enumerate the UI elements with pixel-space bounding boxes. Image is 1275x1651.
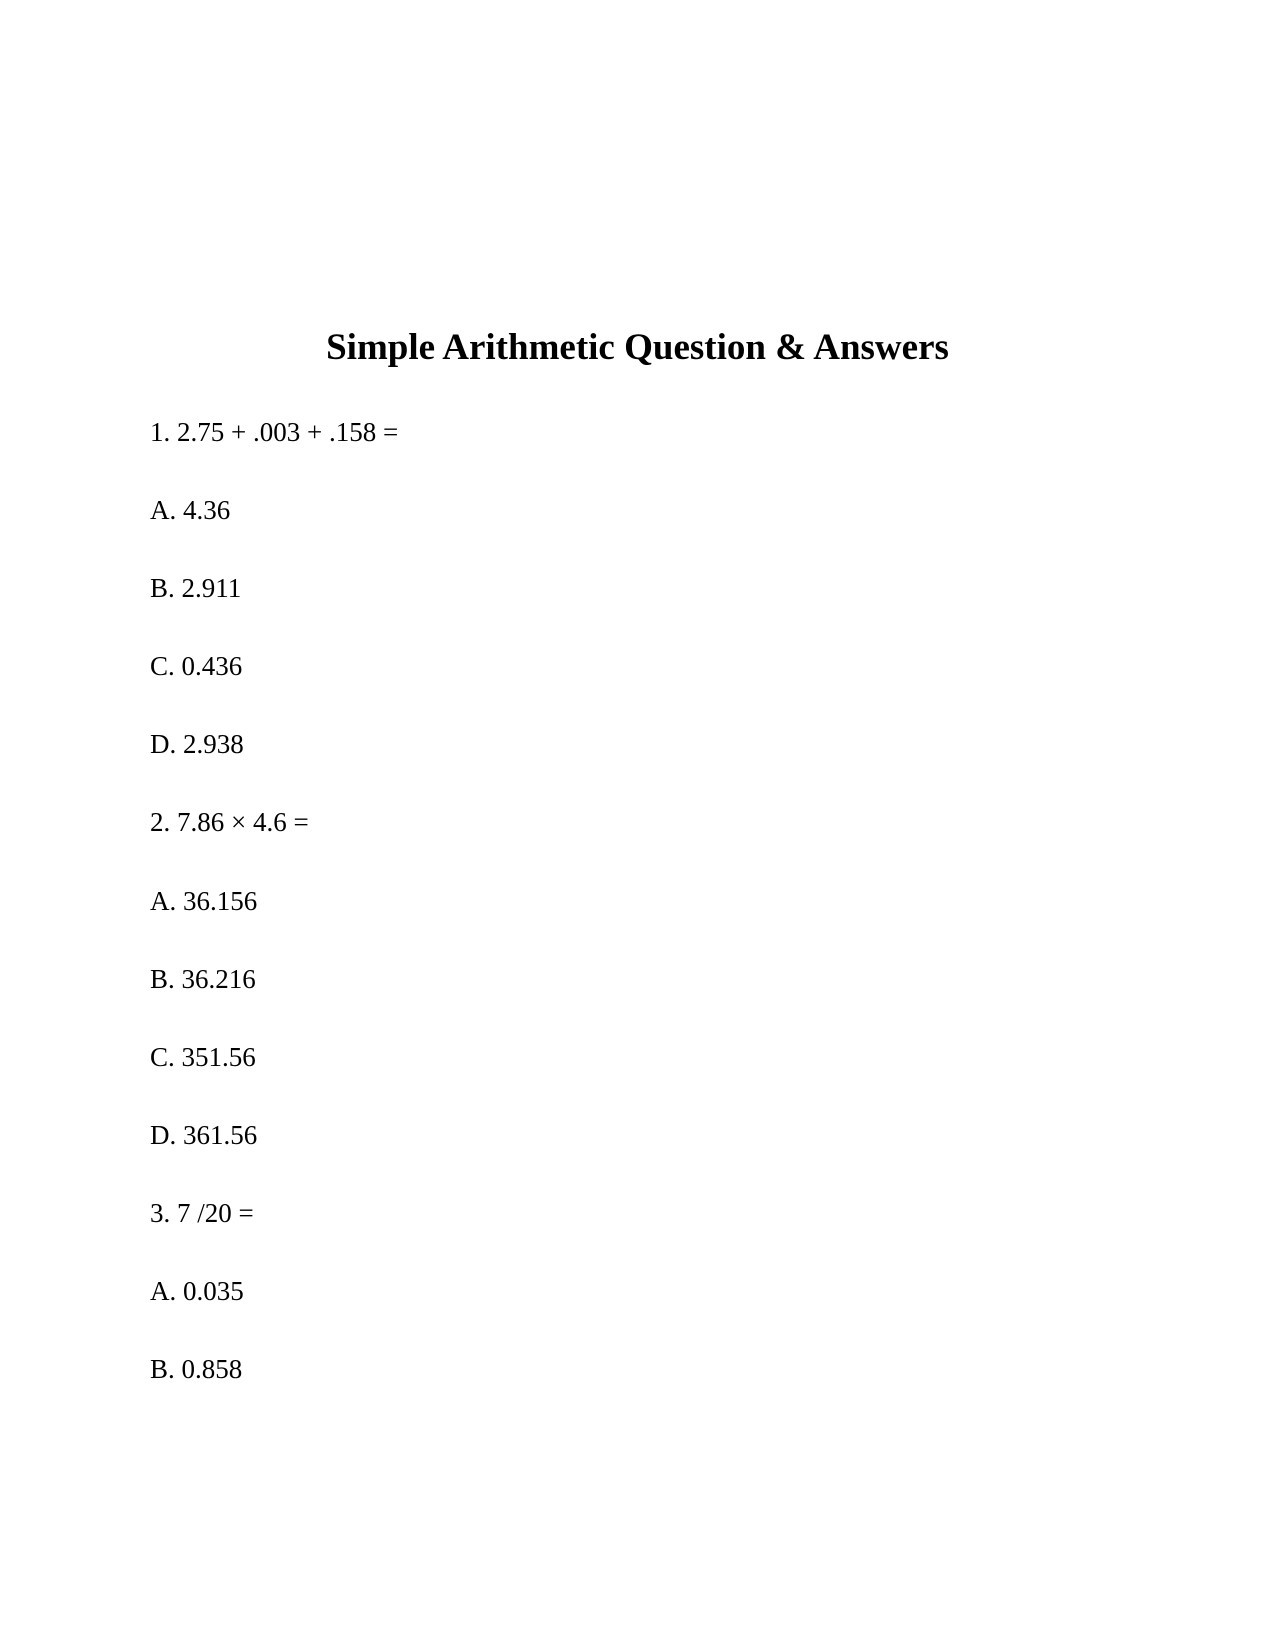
question-2-option-d: D. 361.56: [150, 1119, 258, 1150]
question-1-option-b: B. 2.911: [150, 573, 242, 604]
question-2-option-b: B. 36.216: [150, 963, 256, 994]
question-list: [150, 416, 398, 1431]
question-1-option-a: A. 4.36: [150, 495, 231, 526]
question-2-prompt: 2. 7.86 × 4.6 =: [150, 807, 309, 838]
question-3-option-b: B. 0.858: [150, 1354, 243, 1385]
question-3-option-a: A. 0.035: [150, 1276, 244, 1307]
question-1-option-c: C. 0.436: [150, 651, 243, 682]
page-title: Simple Arithmetic Question & Answers: [326, 327, 949, 368]
question-2-option-a: A. 36.156: [150, 885, 258, 916]
question-1-option-d: D. 2.938: [150, 729, 244, 760]
question-1-prompt: 1. 2.75 + .003 + .158 =: [150, 417, 399, 447]
question-3-prompt: 3. 7 /20 =: [150, 1197, 254, 1228]
question-2-option-c: C. 351.56: [150, 1041, 256, 1072]
